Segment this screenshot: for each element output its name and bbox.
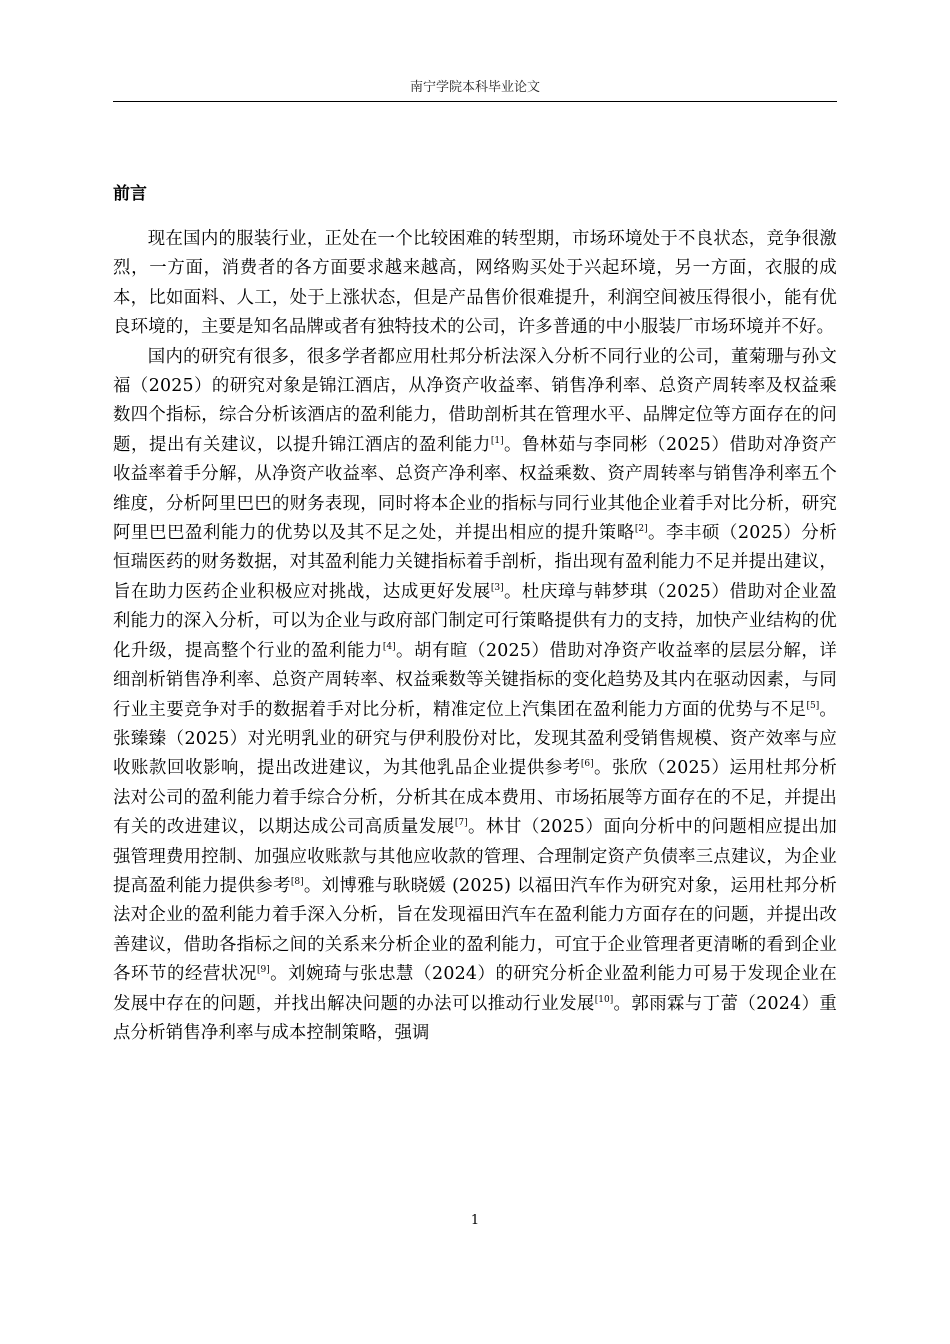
paragraph-text: 国内的研究有很多，很多学者都应用杜邦分析法深入分析不同行业的公司，董菊珊与孙文福（2025）的研究对象是锦江酒店，从净资产收益率、销售净利率、总资产周转率及权益乘数四个指标，综合分析该酒店的盈利能力，借助剖析其在管理水平、品牌定位等方面存在的问题，提出有关建议，以提升锦江酒店的盈利能力 <box>113 346 837 455</box>
paragraph-text: 。鲁林茹与李同彬（2025）借助对净资产收益率着手分解，从净资产收益率、总资产净利率、权益乘数、资产周转率与销售净利率五个维度，分析阿里巴巴的财务表现，同时将本企业的指标与同行业其他企业着手对比分析，研究阿里巴巴盈利能力的优势以及其不足之处，并提出相应的提升策略 <box>113 434 838 544</box>
citation-reference: [6] <box>580 759 594 770</box>
citation-reference: [9] <box>256 965 270 976</box>
paragraph-text: 。张欣（2025）运用杜邦分析法对公司的盈利能力着手综合分析，分析其在成本费用、市场拓展等方面存在的不足，并提出有关的改进建议，以期达成公司高质量发展 <box>113 758 838 838</box>
citation-reference: [2] <box>634 524 648 535</box>
body-paragraph <box>113 225 837 343</box>
section-heading: 前言 <box>113 184 147 204</box>
paragraph-text: 。张臻臻（2025）对光明乳业的研究与伊利股份对比，发现其盈利受销售规模、资产效率与应收账款回收影响，提出改进建议，为其他乳品企业提供参考 <box>113 699 837 779</box>
citation-reference: [10] <box>594 994 614 1005</box>
paragraph-text: 。李丰硕（2025）分析恒瑞医药的财务数据，对其盈利能力关键指标着手剖析，指出现有盈利能力不足并提出建议，旨在助力医药企业积极应对挑战，达成更好发展 <box>113 523 837 602</box>
page-number: 1 <box>470 1213 480 1228</box>
paragraph-text: 。杜庆璋与韩梦琪（2025）借助对企业盈利能力的深入分析，可以为企业与政府部门制定可行策略提供有力的支持，加快产业结构的优化升级，提高整个行业的盈利能力 <box>113 581 838 661</box>
paragraph-text: 。刘博雅与耿晓媛 (2025) 以福田汽车作为研究对象，运用杜邦分析法对企业的盈利能力着手深入分析，旨在发现福田汽车在盈利能力方面存在的问题，并提出改善建议，借助各指标之间的关系来分析企业的盈利能力，可宜于企业管理者更清晰的看到企业各环节的经营状况 <box>113 875 837 985</box>
citation-reference: [5] <box>806 700 820 711</box>
body-text <box>113 225 837 1048</box>
citation-reference: [3] <box>490 582 504 593</box>
citation-reference: [4] <box>382 641 396 652</box>
paragraph-text: 。胡有暄（2025）借助对净资产收益率的层层分解，详细剖析销售净利率、总资产周转率、权益乘数等关键指标的变化趋势及其内在驱动因素，与同行业主要竞争对手的数据着手对比分析，精准定位上汽集团在盈利能力方面的优势与不足 <box>113 640 837 720</box>
paragraph-text: 现在国内的服装行业，正处在一个比较困难的转型期，市场环境处于不良状态，竞争很激烈，一方面，消费者的各方面要求越来越高，网络购买处于兴起环境，另一方面，衣服的成本，比如面料、人工，处于上涨状态，但是产品售价很难提升，利润空间被压得很小，能有优良环境的，主要是知名品牌或者有独特技术的公司，许多普通的中小服装厂市场环境并不好。 <box>113 229 837 338</box>
paragraph-text: 。林甘（2025）面向分析中的问题相应提出加强管理费用控制、加强应收账款与其他应收款的管理、合理制定资产负债率三点建议，为企业提高盈利能力提供参考 <box>113 817 837 896</box>
paragraph-text: 。刘婉琦与张忠慧（2024）的研究分析企业盈利能力可易于发现企业在发展中存在的问题，并找出解决问题的办法可以推动行业发展 <box>113 964 837 1014</box>
body-paragraph <box>113 343 837 1049</box>
citation-reference: [8] <box>290 876 304 887</box>
citation-reference: [7] <box>454 818 468 829</box>
paragraph-text: 。郭雨霖与丁蕾（2024）重点分析销售净利率与成本控制策略，强调 <box>113 993 838 1043</box>
running-header: 南宁学院本科毕业论文 <box>409 80 540 95</box>
citation-reference: [1] <box>490 435 504 446</box>
header-rule <box>113 101 837 102</box>
